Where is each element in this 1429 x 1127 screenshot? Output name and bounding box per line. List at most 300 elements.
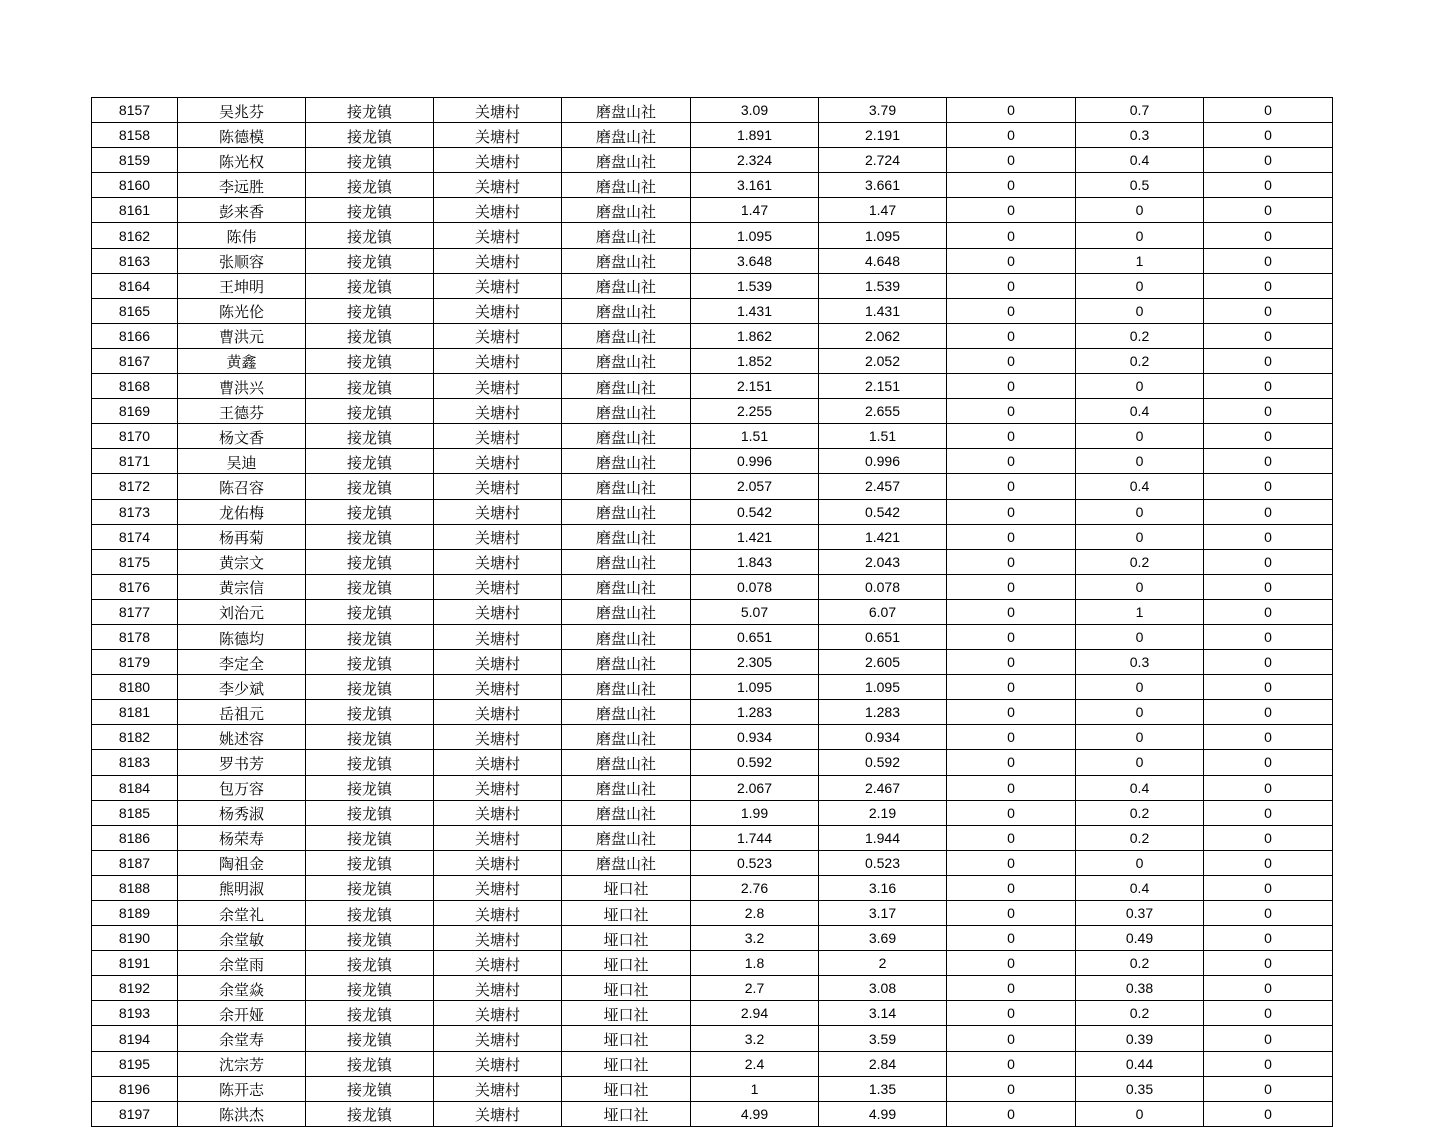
cell-town: 接龙镇 xyxy=(306,650,434,675)
cell-value-d: 0 xyxy=(1076,298,1204,323)
cell-name: 陈光权 xyxy=(178,148,306,173)
cell-value-c: 0 xyxy=(947,248,1076,273)
cell-value-a: 2.94 xyxy=(691,1001,819,1026)
cell-group: 磨盘山社 xyxy=(562,825,691,850)
cell-value-d: 0.7 xyxy=(1076,98,1204,123)
cell-value-c: 0 xyxy=(947,750,1076,775)
cell-value-e: 0 xyxy=(1204,926,1333,951)
cell-value-c: 0 xyxy=(947,348,1076,373)
cell-value-e: 0 xyxy=(1204,951,1333,976)
cell-value-b: 2.151 xyxy=(819,374,947,399)
cell-value-e: 0 xyxy=(1204,1076,1333,1101)
cell-group: 磨盘山社 xyxy=(562,725,691,750)
cell-name: 余堂礼 xyxy=(178,901,306,926)
cell-group: 磨盘山社 xyxy=(562,650,691,675)
cell-village: 关塘村 xyxy=(434,825,562,850)
cell-group: 磨盘山社 xyxy=(562,574,691,599)
cell-value-c: 0 xyxy=(947,976,1076,1001)
cell-value-d: 0 xyxy=(1076,725,1204,750)
cell-value-e: 0 xyxy=(1204,148,1333,173)
cell-value-c: 0 xyxy=(947,951,1076,976)
cell-village: 关塘村 xyxy=(434,323,562,348)
table-row xyxy=(92,1051,1333,1076)
cell-town: 接龙镇 xyxy=(306,1076,434,1101)
cell-value-d: 0.4 xyxy=(1076,474,1204,499)
cell-value-b: 1.095 xyxy=(819,675,947,700)
cell-town: 接龙镇 xyxy=(306,173,434,198)
cell-value-d: 0 xyxy=(1076,850,1204,875)
cell-value-b: 0.523 xyxy=(819,850,947,875)
cell-id: 8168 xyxy=(92,374,178,399)
table-row xyxy=(92,775,1333,800)
cell-value-b: 0.542 xyxy=(819,499,947,524)
cell-group: 磨盘山社 xyxy=(562,524,691,549)
cell-group: 垭口社 xyxy=(562,976,691,1001)
cell-value-b: 3.08 xyxy=(819,976,947,1001)
cell-town: 接龙镇 xyxy=(306,524,434,549)
cell-value-d: 0.3 xyxy=(1076,650,1204,675)
cell-group: 磨盘山社 xyxy=(562,223,691,248)
cell-value-d: 0.49 xyxy=(1076,926,1204,951)
cell-name: 吴兆芬 xyxy=(178,98,306,123)
cell-value-c: 0 xyxy=(947,901,1076,926)
cell-name: 沈宗芳 xyxy=(178,1051,306,1076)
cell-village: 关塘村 xyxy=(434,223,562,248)
cell-group: 磨盘山社 xyxy=(562,323,691,348)
cell-value-c: 0 xyxy=(947,374,1076,399)
table-row xyxy=(92,248,1333,273)
cell-value-a: 1 xyxy=(691,1076,819,1101)
cell-value-a: 1.843 xyxy=(691,549,819,574)
cell-value-b: 3.59 xyxy=(819,1026,947,1051)
cell-value-e: 0 xyxy=(1204,775,1333,800)
cell-name: 包万容 xyxy=(178,775,306,800)
cell-id: 8161 xyxy=(92,198,178,223)
cell-id: 8173 xyxy=(92,499,178,524)
cell-village: 关塘村 xyxy=(434,148,562,173)
cell-value-d: 0.2 xyxy=(1076,800,1204,825)
cell-value-b: 3.14 xyxy=(819,1001,947,1026)
cell-value-d: 0.2 xyxy=(1076,825,1204,850)
table-row xyxy=(92,148,1333,173)
cell-group: 磨盘山社 xyxy=(562,273,691,298)
cell-name: 李定全 xyxy=(178,650,306,675)
cell-group: 磨盘山社 xyxy=(562,850,691,875)
cell-town: 接龙镇 xyxy=(306,474,434,499)
cell-name: 彭来香 xyxy=(178,198,306,223)
cell-value-c: 0 xyxy=(947,1051,1076,1076)
cell-value-a: 2.151 xyxy=(691,374,819,399)
cell-group: 磨盘山社 xyxy=(562,98,691,123)
cell-value-a: 2.067 xyxy=(691,775,819,800)
cell-name: 陈洪杰 xyxy=(178,1101,306,1126)
table-row xyxy=(92,650,1333,675)
cell-value-c: 0 xyxy=(947,850,1076,875)
cell-value-b: 1.431 xyxy=(819,298,947,323)
table-row xyxy=(92,976,1333,1001)
cell-id: 8175 xyxy=(92,549,178,574)
cell-value-a: 0.523 xyxy=(691,850,819,875)
cell-id: 8180 xyxy=(92,675,178,700)
cell-id: 8165 xyxy=(92,298,178,323)
cell-value-b: 6.07 xyxy=(819,599,947,624)
cell-id: 8185 xyxy=(92,800,178,825)
table-row xyxy=(92,599,1333,624)
cell-value-a: 1.99 xyxy=(691,800,819,825)
cell-name: 余堂敏 xyxy=(178,926,306,951)
cell-value-a: 3.161 xyxy=(691,173,819,198)
cell-value-a: 2.057 xyxy=(691,474,819,499)
cell-value-d: 0.39 xyxy=(1076,1026,1204,1051)
cell-value-e: 0 xyxy=(1204,624,1333,649)
cell-name: 姚述容 xyxy=(178,725,306,750)
cell-id: 8177 xyxy=(92,599,178,624)
cell-value-c: 0 xyxy=(947,198,1076,223)
cell-value-c: 0 xyxy=(947,123,1076,148)
cell-value-d: 0.4 xyxy=(1076,775,1204,800)
cell-village: 关塘村 xyxy=(434,926,562,951)
cell-value-e: 0 xyxy=(1204,549,1333,574)
table-row xyxy=(92,825,1333,850)
cell-town: 接龙镇 xyxy=(306,901,434,926)
cell-id: 8170 xyxy=(92,424,178,449)
cell-value-b: 3.16 xyxy=(819,875,947,900)
cell-group: 磨盘山社 xyxy=(562,298,691,323)
cell-village: 关塘村 xyxy=(434,951,562,976)
cell-value-b: 2 xyxy=(819,951,947,976)
cell-value-b: 0.651 xyxy=(819,624,947,649)
cell-id: 8191 xyxy=(92,951,178,976)
cell-value-c: 0 xyxy=(947,650,1076,675)
cell-name: 罗书芳 xyxy=(178,750,306,775)
cell-village: 关塘村 xyxy=(434,1101,562,1126)
cell-value-e: 0 xyxy=(1204,399,1333,424)
table-row xyxy=(92,951,1333,976)
table-row xyxy=(92,750,1333,775)
cell-town: 接龙镇 xyxy=(306,850,434,875)
cell-id: 8162 xyxy=(92,223,178,248)
cell-value-b: 2.655 xyxy=(819,399,947,424)
cell-name: 余堂雨 xyxy=(178,951,306,976)
cell-village: 关塘村 xyxy=(434,875,562,900)
cell-village: 关塘村 xyxy=(434,850,562,875)
cell-village: 关塘村 xyxy=(434,650,562,675)
cell-value-a: 0.651 xyxy=(691,624,819,649)
cell-value-c: 0 xyxy=(947,223,1076,248)
cell-value-c: 0 xyxy=(947,926,1076,951)
cell-value-e: 0 xyxy=(1204,248,1333,273)
cell-value-a: 2.8 xyxy=(691,901,819,926)
cell-id: 8163 xyxy=(92,248,178,273)
cell-value-a: 4.99 xyxy=(691,1101,819,1126)
cell-name: 陈开志 xyxy=(178,1076,306,1101)
cell-name: 黄鑫 xyxy=(178,348,306,373)
cell-value-c: 0 xyxy=(947,775,1076,800)
cell-name: 杨文香 xyxy=(178,424,306,449)
cell-village: 关塘村 xyxy=(434,775,562,800)
cell-village: 关塘村 xyxy=(434,499,562,524)
cell-village: 关塘村 xyxy=(434,599,562,624)
cell-group: 磨盘山社 xyxy=(562,624,691,649)
cell-town: 接龙镇 xyxy=(306,1051,434,1076)
cell-group: 垭口社 xyxy=(562,1026,691,1051)
cell-name: 曹洪兴 xyxy=(178,374,306,399)
cell-village: 关塘村 xyxy=(434,98,562,123)
cell-value-a: 5.07 xyxy=(691,599,819,624)
cell-village: 关塘村 xyxy=(434,348,562,373)
cell-value-e: 0 xyxy=(1204,725,1333,750)
cell-value-b: 2.062 xyxy=(819,323,947,348)
cell-value-d: 0.5 xyxy=(1076,173,1204,198)
cell-village: 关塘村 xyxy=(434,248,562,273)
table-row xyxy=(92,1026,1333,1051)
cell-town: 接龙镇 xyxy=(306,198,434,223)
cell-value-d: 0 xyxy=(1076,750,1204,775)
cell-value-e: 0 xyxy=(1204,650,1333,675)
cell-town: 接龙镇 xyxy=(306,825,434,850)
cell-id: 8158 xyxy=(92,123,178,148)
cell-value-e: 0 xyxy=(1204,273,1333,298)
cell-value-e: 0 xyxy=(1204,800,1333,825)
cell-id: 8190 xyxy=(92,926,178,951)
cell-village: 关塘村 xyxy=(434,424,562,449)
cell-value-a: 1.744 xyxy=(691,825,819,850)
cell-value-c: 0 xyxy=(947,173,1076,198)
cell-value-c: 0 xyxy=(947,424,1076,449)
cell-value-a: 0.592 xyxy=(691,750,819,775)
cell-value-e: 0 xyxy=(1204,1026,1333,1051)
cell-name: 杨荣寿 xyxy=(178,825,306,850)
cell-value-a: 1.421 xyxy=(691,524,819,549)
cell-id: 8178 xyxy=(92,624,178,649)
table-row xyxy=(92,725,1333,750)
cell-value-b: 4.648 xyxy=(819,248,947,273)
cell-group: 垭口社 xyxy=(562,1101,691,1126)
cell-value-d: 1 xyxy=(1076,599,1204,624)
cell-name: 王德芬 xyxy=(178,399,306,424)
cell-town: 接龙镇 xyxy=(306,248,434,273)
table-row xyxy=(92,850,1333,875)
cell-value-e: 0 xyxy=(1204,850,1333,875)
table-row xyxy=(92,273,1333,298)
cell-value-e: 0 xyxy=(1204,424,1333,449)
table-row xyxy=(92,901,1333,926)
cell-group: 磨盘山社 xyxy=(562,148,691,173)
cell-name: 李少斌 xyxy=(178,675,306,700)
cell-id: 8160 xyxy=(92,173,178,198)
cell-value-e: 0 xyxy=(1204,449,1333,474)
cell-village: 关塘村 xyxy=(434,399,562,424)
cell-group: 垭口社 xyxy=(562,951,691,976)
cell-value-c: 0 xyxy=(947,725,1076,750)
cell-value-d: 0.2 xyxy=(1076,1001,1204,1026)
cell-value-d: 1 xyxy=(1076,248,1204,273)
cell-value-b: 2.84 xyxy=(819,1051,947,1076)
cell-name: 余开娅 xyxy=(178,1001,306,1026)
cell-value-b: 1.539 xyxy=(819,273,947,298)
cell-name: 陈德均 xyxy=(178,624,306,649)
cell-town: 接龙镇 xyxy=(306,725,434,750)
cell-group: 垭口社 xyxy=(562,1051,691,1076)
cell-group: 磨盘山社 xyxy=(562,675,691,700)
cell-value-e: 0 xyxy=(1204,173,1333,198)
cell-name: 陈伟 xyxy=(178,223,306,248)
cell-name: 陈召容 xyxy=(178,474,306,499)
table-body xyxy=(92,98,1333,1127)
cell-value-a: 1.862 xyxy=(691,323,819,348)
cell-name: 熊明淑 xyxy=(178,875,306,900)
cell-value-b: 1.095 xyxy=(819,223,947,248)
cell-value-d: 0.37 xyxy=(1076,901,1204,926)
cell-value-a: 2.305 xyxy=(691,650,819,675)
cell-id: 8197 xyxy=(92,1101,178,1126)
cell-village: 关塘村 xyxy=(434,1051,562,1076)
cell-value-e: 0 xyxy=(1204,323,1333,348)
cell-value-a: 0.934 xyxy=(691,725,819,750)
cell-group: 磨盘山社 xyxy=(562,474,691,499)
cell-value-c: 0 xyxy=(947,875,1076,900)
cell-value-e: 0 xyxy=(1204,825,1333,850)
cell-group: 磨盘山社 xyxy=(562,173,691,198)
cell-town: 接龙镇 xyxy=(306,298,434,323)
cell-value-a: 2.4 xyxy=(691,1051,819,1076)
table-row xyxy=(92,198,1333,223)
cell-group: 垭口社 xyxy=(562,1001,691,1026)
cell-town: 接龙镇 xyxy=(306,951,434,976)
cell-name: 王坤明 xyxy=(178,273,306,298)
cell-name: 杨秀淑 xyxy=(178,800,306,825)
cell-group: 磨盘山社 xyxy=(562,123,691,148)
cell-value-b: 0.592 xyxy=(819,750,947,775)
cell-village: 关塘村 xyxy=(434,173,562,198)
cell-value-c: 0 xyxy=(947,273,1076,298)
cell-value-d: 0.2 xyxy=(1076,323,1204,348)
cell-value-a: 1.891 xyxy=(691,123,819,148)
cell-value-d: 0 xyxy=(1076,449,1204,474)
table-row xyxy=(92,348,1333,373)
cell-id: 8181 xyxy=(92,700,178,725)
table-row xyxy=(92,624,1333,649)
cell-town: 接龙镇 xyxy=(306,123,434,148)
cell-village: 关塘村 xyxy=(434,374,562,399)
cell-village: 关塘村 xyxy=(434,725,562,750)
cell-value-b: 2.19 xyxy=(819,800,947,825)
cell-id: 8174 xyxy=(92,524,178,549)
cell-value-b: 1.944 xyxy=(819,825,947,850)
cell-value-b: 0.934 xyxy=(819,725,947,750)
cell-town: 接龙镇 xyxy=(306,624,434,649)
cell-value-b: 1.283 xyxy=(819,700,947,725)
cell-id: 8167 xyxy=(92,348,178,373)
cell-village: 关塘村 xyxy=(434,675,562,700)
cell-group: 磨盘山社 xyxy=(562,700,691,725)
cell-value-c: 0 xyxy=(947,675,1076,700)
table-row xyxy=(92,123,1333,148)
cell-group: 磨盘山社 xyxy=(562,499,691,524)
cell-id: 8172 xyxy=(92,474,178,499)
cell-name: 刘治元 xyxy=(178,599,306,624)
table-row xyxy=(92,875,1333,900)
cell-value-c: 0 xyxy=(947,298,1076,323)
cell-value-a: 1.852 xyxy=(691,348,819,373)
cell-town: 接龙镇 xyxy=(306,675,434,700)
cell-value-c: 0 xyxy=(947,98,1076,123)
cell-value-e: 0 xyxy=(1204,524,1333,549)
cell-town: 接龙镇 xyxy=(306,800,434,825)
cell-value-a: 1.539 xyxy=(691,273,819,298)
cell-name: 陈德模 xyxy=(178,123,306,148)
cell-value-a: 1.8 xyxy=(691,951,819,976)
cell-value-a: 1.51 xyxy=(691,424,819,449)
cell-name: 吴迪 xyxy=(178,449,306,474)
cell-town: 接龙镇 xyxy=(306,1026,434,1051)
cell-value-c: 0 xyxy=(947,825,1076,850)
cell-group: 磨盘山社 xyxy=(562,775,691,800)
cell-value-b: 3.79 xyxy=(819,98,947,123)
cell-value-a: 2.76 xyxy=(691,875,819,900)
cell-value-d: 0 xyxy=(1076,223,1204,248)
cell-name: 曹洪元 xyxy=(178,323,306,348)
cell-id: 8189 xyxy=(92,901,178,926)
cell-value-e: 0 xyxy=(1204,298,1333,323)
cell-value-e: 0 xyxy=(1204,1101,1333,1126)
cell-village: 关塘村 xyxy=(434,1026,562,1051)
cell-name: 黄宗文 xyxy=(178,549,306,574)
cell-village: 关塘村 xyxy=(434,198,562,223)
cell-value-d: 0.2 xyxy=(1076,348,1204,373)
cell-value-e: 0 xyxy=(1204,700,1333,725)
cell-value-a: 1.47 xyxy=(691,198,819,223)
cell-value-a: 3.2 xyxy=(691,926,819,951)
cell-group: 磨盘山社 xyxy=(562,549,691,574)
cell-group: 垭口社 xyxy=(562,1076,691,1101)
cell-town: 接龙镇 xyxy=(306,700,434,725)
cell-village: 关塘村 xyxy=(434,549,562,574)
cell-value-e: 0 xyxy=(1204,574,1333,599)
cell-group: 磨盘山社 xyxy=(562,599,691,624)
cell-village: 关塘村 xyxy=(434,524,562,549)
cell-group: 垭口社 xyxy=(562,875,691,900)
cell-value-e: 0 xyxy=(1204,976,1333,1001)
table-row xyxy=(92,173,1333,198)
cell-village: 关塘村 xyxy=(434,750,562,775)
cell-name: 余堂焱 xyxy=(178,976,306,1001)
cell-value-c: 0 xyxy=(947,624,1076,649)
table-row xyxy=(92,298,1333,323)
cell-value-c: 0 xyxy=(947,599,1076,624)
cell-id: 8179 xyxy=(92,650,178,675)
cell-value-a: 1.283 xyxy=(691,700,819,725)
cell-name: 余堂寿 xyxy=(178,1026,306,1051)
cell-value-a: 2.255 xyxy=(691,399,819,424)
cell-id: 8192 xyxy=(92,976,178,1001)
cell-value-a: 0.996 xyxy=(691,449,819,474)
cell-value-d: 0 xyxy=(1076,624,1204,649)
cell-value-a: 3.648 xyxy=(691,248,819,273)
cell-id: 8187 xyxy=(92,850,178,875)
cell-id: 8186 xyxy=(92,825,178,850)
table-row xyxy=(92,424,1333,449)
cell-value-b: 0.996 xyxy=(819,449,947,474)
cell-value-c: 0 xyxy=(947,323,1076,348)
cell-value-d: 0 xyxy=(1076,499,1204,524)
cell-value-e: 0 xyxy=(1204,875,1333,900)
cell-town: 接龙镇 xyxy=(306,1001,434,1026)
cell-group: 垭口社 xyxy=(562,901,691,926)
cell-value-d: 0.4 xyxy=(1076,875,1204,900)
cell-name: 陶祖金 xyxy=(178,850,306,875)
table-row xyxy=(92,399,1333,424)
